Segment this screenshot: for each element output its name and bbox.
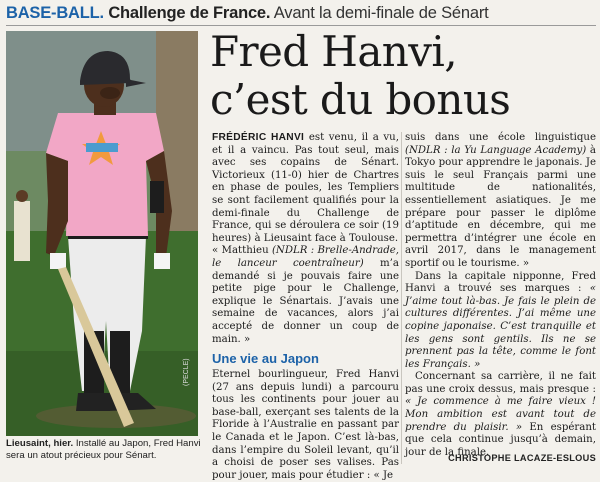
photo-caption [6, 358, 202, 470]
article-column-1 [212, 132, 399, 482]
article-column-2 [405, 132, 596, 459]
photo-illustration [6, 31, 198, 436]
paragraph-4 [405, 132, 596, 271]
caption-text: Installé au Japon, Fred Hanvi sera un atout précieux pour Sénart. [6, 438, 201, 461]
photo-credit: (PECLE) [183, 358, 190, 386]
section-label: BASE-BALL. [6, 4, 104, 22]
paragraph-3: Eternel bourlingueur, Fred Hanvi (27 ans depuis lundi) a parcouru tous les continents pour jouer au base-ball, exerçant ses talents de la Floride à l’Australie en passant par le Canada et le Japon. C’est là-bas, dans l’empire du Soleil levant, qu’il a choisi de poser ses valises. Pas pour jouer, mais pour étudier : « Je [212, 369, 399, 481]
paragraph-6-quote: « Je commence à me faire vieux ! Mon ambition est avant tout de prendre du plaisir. » [405, 396, 596, 433]
article-headline [210, 28, 598, 124]
topic-label: Challenge de France. [108, 4, 271, 22]
paragraph-2-start: « Matthieu [212, 245, 269, 257]
paragraph-5-quote: « J’aime tout là-bas. Je fais le plein de cultures différentes. J’ai même une copine japonaise. C’est tranquille et les gens sont gentils. Ils ne se prennent pas la tête, comme le font les Français. » [405, 283, 596, 370]
lead-name: FRÉDÉRIC HANVI [212, 132, 305, 143]
paragraph-6-end: En espérant que cela continue jusqu’à demain, jour de la finale. [405, 421, 596, 458]
paragraph-5-start: Dans la capitale nipponne, Fred Hanvi a trouvé ses marques : [405, 270, 596, 295]
subheading: Une vie au Japon [212, 351, 319, 367]
paragraph-4-end: à Tokyo pour apprendre le japonais. Je suis le seul Français parmi une multitude de nationalités, essentiellement asiatiques. Je me prépare pour passer le diplôme d’aptitude en décembre, qui me permettra d’intégrer une école en avril 2017, dans le management sportif ou le tourisme. » [405, 144, 596, 269]
paragraph-2-end: m’a demandé si je pouvais faire une petite pige pour le Challenge, explique le Sénartais. J’avais une semaine de vacances, alors j’ai accepté de donner un coup de main. » [212, 257, 399, 345]
paragraph-6 [405, 371, 596, 459]
article-kicker [6, 2, 596, 24]
paragraph-2-note: (NDLR : Brelle-Andrade, le lanceur coentraîneur) [212, 245, 399, 269]
paragraph-1-text: est venu, il a vu, et il a vaincu. Pas tout seul, mais avec ses copains de Sénart. Victorieux (11-0) hier de Chartres en phase de poules, les Templiers se sont facilement qualifiés pour la demi-finale du Challenge de France, qui se déroulera ce soir (19 heures) à Lieusaint face à Toulouse. [212, 132, 399, 244]
paragraph-2 [212, 245, 399, 346]
paragraph-6-start: Concernant sa carrière, il ne fait pas une croix dessus, mais presque : [405, 371, 596, 395]
paragraph-1 [212, 132, 399, 245]
headline-line-1: Fred Hanvi, [210, 27, 457, 76]
header-rule [6, 25, 596, 26]
headline-line-2: c’est du bonus [210, 75, 511, 124]
caption-place: Lieusaint, hier. [6, 438, 74, 449]
paragraph-4-start: suis dans une école linguistique [405, 132, 596, 143]
paragraph-4-note: (NDLR : la Yu Language Academy) [405, 144, 587, 156]
baseball-player-photo [6, 31, 198, 436]
paragraph-5 [405, 271, 596, 372]
column-divider [401, 132, 402, 464]
author-byline: CHRISTOPHE LACAZE-ESLOUS [448, 453, 596, 463]
deck-label: Avant la demi-finale de Sénart [273, 4, 489, 22]
